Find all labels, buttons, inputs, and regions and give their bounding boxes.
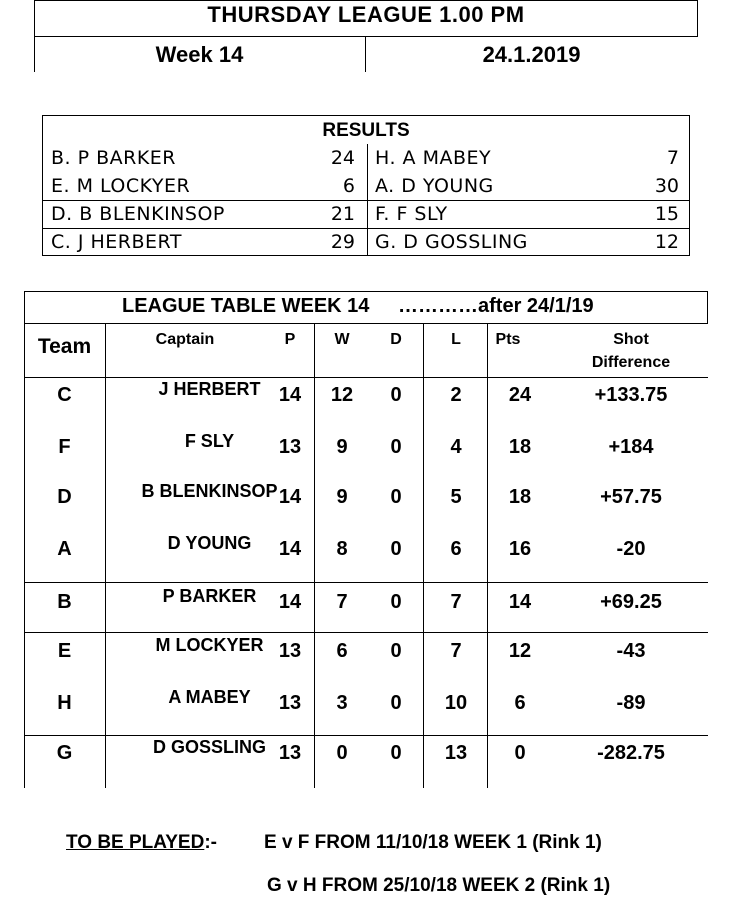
result-home: [43, 228, 367, 256]
points-cell: 12: [508, 640, 532, 662]
col-header-captain: Captain: [155, 331, 215, 348]
captain-cell: B BLENKINSOP: [141, 481, 278, 501]
result-home: [43, 172, 367, 200]
lost-cell: 7: [450, 591, 462, 613]
col-header-pts: Pts: [495, 331, 521, 348]
team-cell: G: [56, 742, 73, 764]
points-cell: 14: [508, 591, 532, 613]
divider: [24, 582, 708, 583]
header-box: [34, 0, 698, 72]
result-row: [43, 172, 689, 200]
result-away-score: 7: [666, 147, 679, 169]
drawn-cell: 0: [390, 742, 402, 764]
fixture-1: E v F FROM 11/10/18 WEEK 1 (Rink 1): [264, 832, 602, 853]
col-header-w: W: [334, 331, 350, 348]
shot-diff-cell: +133.75: [594, 384, 668, 406]
divider: [24, 323, 708, 324]
result-away-name: G. D GOSSLING: [375, 231, 528, 253]
played-cell: 13: [278, 692, 302, 714]
divider: [24, 632, 708, 633]
captain-cell: M LOCKYER: [155, 635, 264, 655]
drawn-cell: 0: [390, 591, 402, 613]
result-away-score: 15: [654, 203, 679, 225]
team-cell: F: [58, 436, 71, 458]
team-cell: A: [57, 538, 72, 560]
result-away: [367, 228, 689, 256]
result-home: [43, 144, 367, 172]
team-cell: E: [57, 640, 72, 662]
result-home-score: 29: [330, 231, 355, 253]
shot-diff-cell: +184: [608, 436, 654, 458]
result-row: [43, 144, 689, 172]
captain-cell: F SLY: [184, 431, 235, 451]
result-away-score: 30: [654, 175, 679, 197]
divider: [34, 36, 698, 37]
divider: [34, 0, 698, 1]
captain-cell: J HERBERT: [158, 379, 261, 399]
shot-diff-cell: +57.75: [600, 486, 662, 508]
col-header-p: P: [284, 331, 296, 348]
captain-cell: D YOUNG: [167, 533, 252, 553]
to-be-played-text: TO BE PLAYED: [66, 832, 205, 853]
result-away: [367, 172, 689, 200]
points-cell: 18: [508, 486, 532, 508]
footer: [0, 826, 733, 906]
divider: [24, 291, 708, 292]
date-label: 24.1.2019: [482, 42, 581, 67]
drawn-cell: 0: [390, 640, 402, 662]
result-home: [43, 200, 367, 228]
result-row: [43, 228, 689, 256]
captain-cell: D GOSSLING: [152, 737, 266, 757]
result-home-name: E. M LOCKYER: [51, 175, 191, 197]
result-away: [367, 144, 689, 172]
fixture-2: G v H FROM 25/10/18 WEEK 2 (Rink 1): [267, 875, 611, 896]
lost-cell: 4: [450, 436, 462, 458]
played-cell: 13: [278, 436, 302, 458]
won-cell: 9: [336, 436, 348, 458]
team-cell: D: [57, 486, 72, 508]
points-cell: 6: [514, 692, 526, 714]
shot-diff-cell: -43: [616, 640, 646, 662]
captain-cell: P BARKER: [162, 586, 257, 606]
lost-cell: 2: [450, 384, 462, 406]
lost-cell: 10: [444, 692, 468, 714]
won-cell: 8: [336, 538, 348, 560]
won-cell: 0: [336, 742, 348, 764]
league-table-after: …………after 24/1/19: [398, 295, 594, 317]
col-header-shot-diff: Difference: [591, 354, 671, 371]
result-home-name: C. J HERBERT: [51, 231, 182, 253]
league-table: [24, 291, 708, 788]
drawn-cell: 0: [390, 436, 402, 458]
team-cell: H: [57, 692, 72, 714]
result-away: [367, 200, 689, 228]
col-header-d: D: [390, 331, 402, 348]
col-header-l: L: [451, 331, 461, 348]
to-be-played-suffix: :-: [204, 832, 217, 853]
played-cell: 13: [278, 640, 302, 662]
drawn-cell: 0: [390, 538, 402, 560]
points-cell: 0: [514, 742, 526, 764]
lost-cell: 6: [450, 538, 462, 560]
drawn-cell: 0: [390, 384, 402, 406]
result-home-name: D. B BLENKINSOP: [51, 203, 225, 225]
won-cell: 3: [336, 692, 348, 714]
played-cell: 14: [278, 384, 302, 406]
played-cell: 14: [278, 538, 302, 560]
result-away-name: H. A MABEY: [375, 147, 492, 169]
shot-diff-cell: -89: [616, 692, 646, 714]
result-row: [43, 200, 689, 228]
league-table-heading: LEAGUE TABLE WEEK 14: [122, 295, 370, 317]
shot-diff-cell: +69.25: [600, 591, 662, 613]
divider: [314, 323, 315, 788]
team-cell: B: [57, 591, 72, 613]
results-title: RESULTS: [322, 120, 410, 141]
col-header-team: Team: [37, 335, 92, 358]
lost-cell: 7: [450, 640, 462, 662]
divider: [24, 735, 708, 736]
points-cell: 24: [508, 384, 532, 406]
divider: [24, 377, 708, 378]
points-cell: 16: [508, 538, 532, 560]
drawn-cell: 0: [390, 692, 402, 714]
to-be-played-label: [66, 832, 217, 854]
result-home-score: 6: [342, 175, 355, 197]
result-home-score: 24: [330, 147, 355, 169]
won-cell: 9: [336, 486, 348, 508]
week-label: Week 14: [155, 42, 244, 67]
result-home-score: 21: [330, 203, 355, 225]
drawn-cell: 0: [390, 486, 402, 508]
result-away-name: A. D YOUNG: [375, 175, 494, 197]
captain-cell: A MABEY: [168, 687, 251, 707]
divider: [707, 291, 708, 323]
shot-diff-cell: -282.75: [597, 742, 665, 764]
lost-cell: 5: [450, 486, 462, 508]
played-cell: 13: [278, 742, 302, 764]
won-cell: 12: [330, 384, 354, 406]
played-cell: 14: [278, 486, 302, 508]
won-cell: 6: [336, 640, 348, 662]
shot-diff-cell: -20: [616, 538, 646, 560]
result-away-name: F. F SLY: [375, 203, 448, 225]
lost-cell: 13: [444, 742, 468, 764]
col-header-shot: Shot: [613, 331, 649, 348]
result-away-score: 12: [654, 231, 679, 253]
won-cell: 7: [336, 591, 348, 613]
played-cell: 14: [278, 591, 302, 613]
result-home-name: B. P BARKER: [51, 147, 177, 169]
page-title: THURSDAY LEAGUE 1.00 PM: [207, 2, 525, 27]
divider: [423, 323, 424, 788]
points-cell: 18: [508, 436, 532, 458]
results-box: [42, 115, 690, 256]
team-cell: C: [57, 384, 72, 406]
